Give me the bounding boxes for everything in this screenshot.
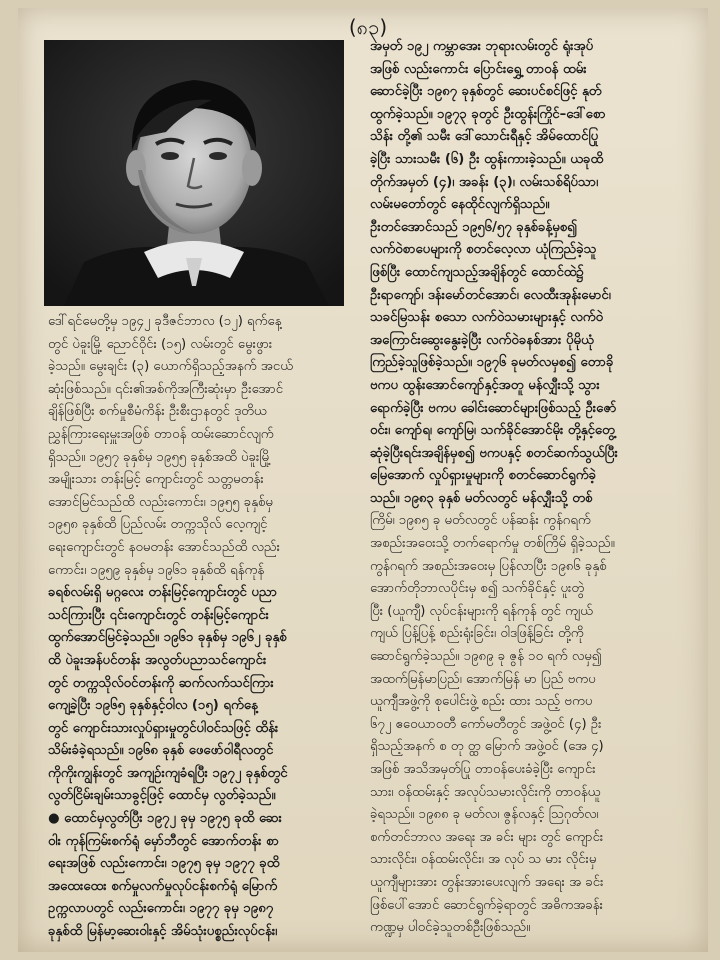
text-line: ဦးတင်အောင်သည် ၁၉၅၆/၅၇ ခုနှစ်ခန့်မှစ၍ [370,219,578,235]
text-line: အဖြစ် လည်းကောင်း ပြောင်းရွှေ့ တာဝန် ထမ်း [370,61,587,77]
text-line: ခဲ့သည်။ မွေးချင်း (၃) ယောက်ရှိသည့်အနက် အငယ် [48,359,294,375]
text-line: စက်တင်ဘာလ အရေး အ ခင်း များ တွင် ကျောင်း [370,829,604,845]
text-line: သားလိုင်း၊ ဝန်ထမ်းလိုင်း၊ အ လုပ် သ မား လိုင်းမှ [370,852,597,868]
text-line: ၆၇၂ ဧဝေယာဝတီ ကော်မတီတွင် အဖွဲ့ဝင် (၄) ဦး [370,716,602,732]
text-line: လမ်းမတော်တွင် နေထိုင်လျက်ရှိသည်။ [370,197,550,213]
text-line: လက်ဝဲစာပေများကို စတင်လေ့လာ ယုံကြည်ခဲ့သူ [370,242,597,258]
text-line: ခရစ်လမ်းရှိ မဂ္ဂလေး တန်းမြင့်ကျောင်းတွင် ပညာ [48,585,278,601]
text-line: ဆောင်ရွက်ခဲ့သည်။ ၁၉၈၉ ခု ဇွန် ၁၀ ရက် လမှ၍ [370,649,602,665]
text-line: ● ထောင်မှလွတ်ပြီး ၁၉၇၂ ခုမှ ၁၉၇၅ ခုထိ ဆေး [48,811,282,827]
text-line: ယူကျီများအား တွန်းအားပေးလျက် အရေး အ ခင်း [370,874,604,890]
text-line: ဖြစ်ပေါ်အောင် ဆောင်ရွက်ခဲ့ရာတွင် အဓိကအခန်း [370,897,603,913]
text-line: ရောက်ခဲ့ပြီး ဗကပ ခေါင်းဆောင်များဖြစ်သည့် ဦးဇော် [370,400,617,416]
text-line: သည်။ ၁၉၈၃ ခုနှစ် မတ်လတွင် မန်လျှီးသို့ တစ် [370,490,593,506]
text-line: ကဏ္ဍမှ ပါဝင်ခဲ့သူတစ်ဦးဖြစ်သည်။ [370,920,531,936]
text-line: ချိန်ဖြစ်ပြီး စက်မှုစီမံကိန်း ဦးစီးဌာနတွင် ဒုတိယ [48,404,267,420]
text-line: ဦးရာကျော်၊ ဒန်းမော်တင်အောင်၊ လေထီးအုန်းမောင်၊ [370,287,611,303]
text-line: ရှိသည်။ ၁၉၅၇ ခုနှစ်မှ ၁၉၅၅ ခုနှစ်အထိ ပဲခူးမြို့ [48,449,272,465]
text-line: ခဲ့ရသည်။ ၁၉၈၈ ခု မတ်လ၊ ဇွန်လနှင့် ဩဂုတ်လ၊ [370,807,599,823]
text-line: တွင် ပဲခူးမြို့ ညောင်ဝိုင်း (၁၅) လမ်းတွင် မွေးဖွား [48,336,273,352]
text-line: ရေးကျောင်းတွင် နဝမတန်း အောင်သည်ထိ လည်း [48,539,281,555]
text-line: ညွှန်ကြားရေးမှူးအဖြစ် တာဝန် ထမ်းဆောင်လျက် [48,426,274,442]
text-line: ဒေါ်ရင်မေတို့မှ ၁၉၄၂ ခုဒီဇင်ဘာလ (၁၂) ရက်နေ့ [48,314,282,329]
text-line: အမှတ် ၁၉၂ ကမ္ဘာအေး ဘုရားလမ်းတွင် ရုံးအုပ် [370,39,594,54]
text-line: အစည်းအဝေးသို့ တက်ရောက်မှု တစ်ကြိမ် ရှိခဲ့သည်။ [370,536,615,552]
text-line: အမျိုးသား တန်းမြင့် ကျောင်းတွင် သတ္တမတန်း [48,472,264,488]
text-line: လွတ်ငြိမ်းချမ်းသာခွင့်ဖြင့် ထောင်မှ လွတ်ခဲ့သည်။ [48,788,276,804]
document-page [18,8,708,952]
text-line: သခင်မြသန်း စသော လက်ဝဲသမားများနှင့် လက်ဝဲ [370,310,604,326]
text-line: ရေးအဖြစ် လည်းကောင်း၊ ၁၉၇၅ ခုမှ ၁၉၇၇ ခုထိ [48,856,280,872]
text-line: ခုနှစ်ထိ မြန်မာ့ဆေးဝါးနှင့် အိမ်သုံးပစ္စည်းလုပ်ငန်း၊ [48,924,278,940]
text-line: ဆုံးဖြစ်သည်။ ၎င်း၏အစ်ကိုအကြီးဆုံးမှာ ဦးအောင် [48,381,284,397]
text-line: သိမ်းခံခဲ့ရသည်။ ၁၉၆၈ ခုနှစ် ဖေဖော်ဝါရီလတွင် [48,743,274,759]
text-line: ကြည်ခဲ့သူဖြစ်ခဲ့သည်။ ၁၉၇၆ ခုမတ်လမှစ၍ တောခို [370,355,614,371]
text-line: ကျယ် ပြန့်ပြန့် စည်းရုံးခြင်း၊ ဝါဒဖြန့်ခြင်း တို့ကို [370,626,584,642]
text-line: ပြီး (ယူကျီ) လုပ်ငန်းများကို ရန်ကုန် တွင် ကျယ် [370,603,593,619]
text-line: အောင်မြင်သည်ထိ လည်းကောင်း၊ ၁၉၅၅ ခုနှစ်မှ [48,494,273,510]
left-column-text [48,311,356,944]
text-line: အထက်မြန်မာပြည်၊ အောက်မြန် မာ ပြည် ဗကပ [370,671,596,687]
text-line: သင်ကြားပြီး ၎င်းကျောင်းတွင် တန်းမြင့်ကျောင်း [48,607,269,623]
text-line: တိုက်အမှတ် (၄)၊ အခန်း (၃)၊ လမ်းသစ်ရိပ်သာ၊ [370,174,599,190]
text-line: ဆုံခဲ့ပြီးရင်းအချိန်မှစ၍ ဗကပနှင့် စတင်ဆက်သွယ်ပြီး [370,445,618,461]
text-line: ခဲ့ပြီး သားသမီး (၆) ဦး ထွန်းကားခဲ့သည်။ ယခုထိ [370,151,604,167]
text-line: ဖြစ်ပြီး ထောင်ကျသည့်အချိန်တွင် ထောင်ထဲ၌ [370,264,584,280]
text-line: ထွက်ခဲ့သည်။ ၁၉၇၃ ခုတွင် ဦးထွန်းကြိုင်–ဒေါ်စော [370,106,606,122]
text-line: ကိုကိုးကျွန်းတွင် အကျဉ်းကျခံရပြီး ၁၉၇၂ ခုနှစ်တွင် [48,765,288,781]
text-line: တွင် ကျောင်းသားလှုပ်ရှားမှုတွင်ပါဝင်သဖြင့် ထိန်း [48,720,279,736]
text-line: ဗကပ ထွန်းအောင်ကျော်နှင့်အတူ မန်လျှီးသို့ သွား [370,377,600,393]
text-line: တွင် တက္ကသိုလ်ဝင်တန်းကို ဆက်လက်သင်ကြား [48,675,274,691]
text-line: ကွန်ဂရက် အစည်းအဝေးမှ ပြန်လာပြီး ၁၉၈၆ ခုနှစ် [370,558,607,574]
text-line: ထွက်အောင်မြင်ခဲ့သည်။ ၁၉၆၁ ခုနှစ်မှ ၁၉၆၂ ခုနှစ် [48,630,287,646]
page-number: (၈၃) [348,15,388,39]
text-line: ကြိမ်၊ ၁၉၈၅ ခု မတ်လတွင် ပန်ဆန်း ကွန်ဂရက် [370,513,591,529]
text-line: ဝါး ကုန်ကြမ်းစက်ရုံ မှော်ဘီတွင် အောက်တန်း စာ [48,833,279,849]
text-line: သား၊ ဝန်ထမ်းနှင့် အလုပ်သမားလိုင်းကို တာဝန်ယူ [370,784,601,800]
text-line: သိန်း တို့၏ သမီး ဒေါ်သောင်းရီနှင့် အိမ်ထောင်ပြု [370,129,599,145]
text-line: အောက်တိုဘာလပိုင်းမှ စ၍ သက်ခိုင်နှင့် ပူးတွဲ [370,581,585,597]
text-line: ကျေ့ခဲ့ပြီး ၁၉၆၅ ခုနှစ်နှင့်ဝါလ (၁၅) ရက်နေ့ [48,698,258,714]
text-line: ရှိသည့်အနက် စ တု တ္ထ မြောက် အဖွဲ့ဝင် (အေ ၄) [370,739,604,755]
text-line: ယူကျီအဖွဲ့ကို စုပေါင်းဖွဲ့ စည်း ထား သည့် ဗကပ [370,694,593,710]
text-line: ထိ ပဲခူးအန်ပင်တန်း အလွတ်ပညာသင်ကျောင်း [48,652,267,668]
portrait-image [44,40,344,306]
text-line: ဥက္ကလာပတွင် လည်းကောင်း၊ ၁၉၇၇ ခုမှ ၁၉၈၇ [48,901,274,917]
portrait-photo [44,40,344,306]
right-column-text [370,36,696,940]
text-line: ၁၉၅၈ ခုနှစ်ထိ ပြည်လမ်း တက္ကသိုလ် လေ့ကျင့် [48,517,268,533]
text-line: အထေးထေး စက်မှုလက်မှုလုပ်ငန်းစက်ရုံ မြောက် [48,878,278,894]
text-line: ကောင်း၊ ၁၉၅၉ ခုနှစ်မှ ၁၉၆၁ ခုနှစ်ထိ ရန်ကုန် [48,562,265,578]
text-line: ဝင်း၊ ကျော်ရ၊ ကျော်မြ၊ သက်ခိုင်အောင်မိုး တို့နှင့်တွေ့ [370,423,615,439]
text-line: အဖြစ် အသိအမှတ်ပြု တာဝန်ပေးခံခဲ့ပြီး ကျောင်း [370,762,596,777]
text-line: မြေအောက် လှုပ်ရှားမှုများကို စတင်ဆောင်ရွက်ခဲ့ [370,468,597,484]
text-line: အကြောင်းဆွေးနွေးခဲ့ပြီး လက်ဝဲခနစ်အား ပိုမိုယုံ [370,332,594,348]
text-line: ဆောင်ခဲ့ပြီး ၁၉၈၇ ခုနှစ်တွင် ဆေးပင်စင်ဖြင့် နုတ် [370,84,602,100]
